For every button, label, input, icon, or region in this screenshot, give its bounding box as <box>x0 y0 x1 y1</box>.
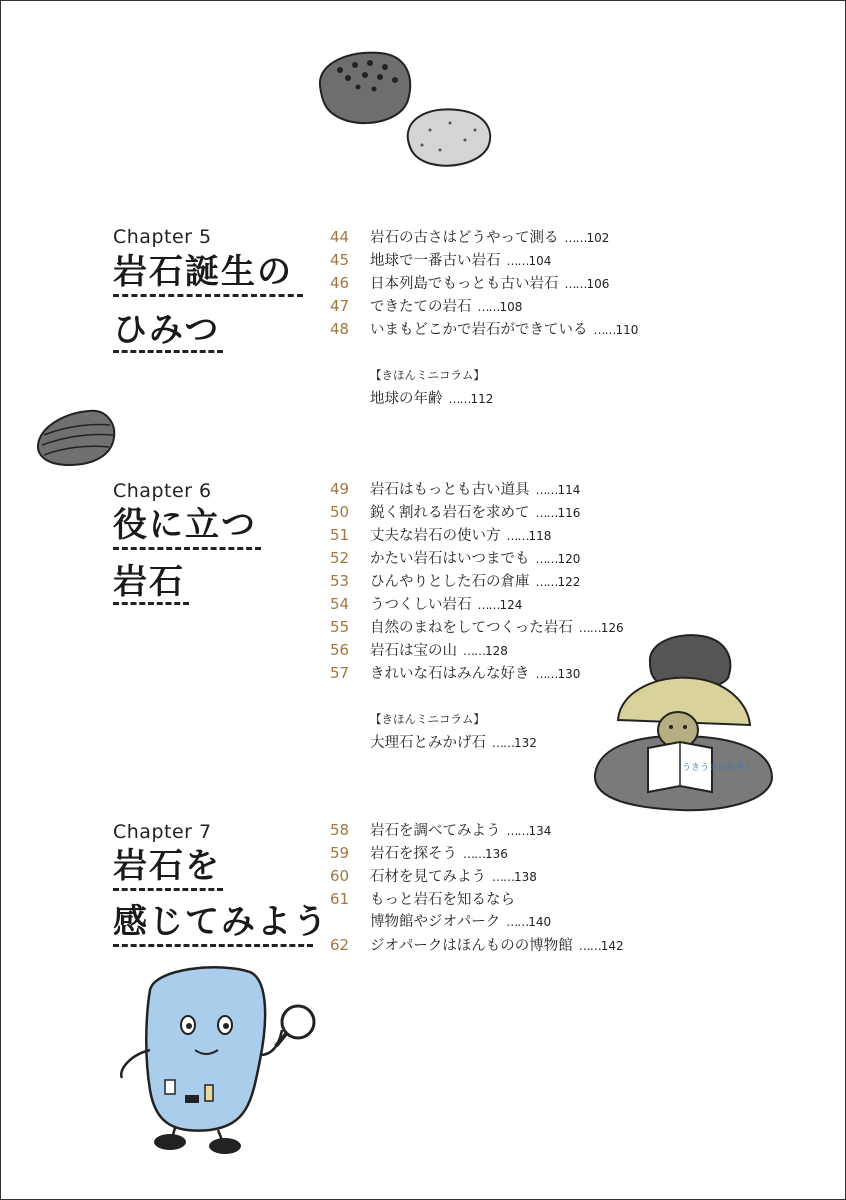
chapter-6-underline-2 <box>113 602 189 605</box>
shoe-right-icon <box>209 1138 241 1154</box>
toc-entry[interactable] <box>330 479 580 500</box>
chapter-5-label: Chapter 5 <box>113 226 212 248</box>
entry-title: ジオパークはほんものの博物館 <box>370 938 573 954</box>
toc-entry[interactable] <box>330 273 609 294</box>
entry-number: 60 <box>330 867 350 885</box>
entry-number: 45 <box>330 251 350 269</box>
entry-page: …… 124 <box>478 598 523 612</box>
chapter-5-underline-2 <box>113 350 223 353</box>
entry-title: 日本列島でもっとも古い岩石 <box>370 276 559 292</box>
toc-entry[interactable] <box>330 866 537 887</box>
chapter-7-title-line-1: 岩石を <box>113 846 221 886</box>
entry-title: できたての岩石 <box>370 299 472 315</box>
entry-number: 50 <box>330 503 350 521</box>
entry-page: …… 110 <box>594 323 639 337</box>
rock-character-illustration <box>100 960 340 1160</box>
entry-title: かたい岩石はいつまでも <box>370 551 530 567</box>
chapter-6-label: Chapter 6 <box>113 480 212 502</box>
entry-page: …… 126 <box>579 621 624 635</box>
toc-entry[interactable] <box>330 319 638 340</box>
entry-page: …… 108 <box>478 300 523 314</box>
entry-page: …… 102 <box>565 231 610 245</box>
entry-page: …… 112 <box>449 392 494 406</box>
porous-rock-icon <box>320 53 410 124</box>
entry-title: 岩石は宝の山 <box>370 643 457 659</box>
entry-title: 岩石を探そう <box>370 846 457 862</box>
entry-page: …… 138 <box>492 870 537 884</box>
toc-entry[interactable] <box>330 912 551 932</box>
entry-number: 61 <box>330 890 350 908</box>
entry-title: 博物館やジオパーク <box>370 914 501 930</box>
entry-title: 自然のまねをしてつくった岩石 <box>370 620 573 636</box>
entry-page: …… 114 <box>536 483 581 497</box>
entry-title: ひんやりとした石の倉庫 <box>370 574 530 590</box>
entry-page: …… 140 <box>506 915 551 929</box>
toc-entry[interactable] <box>330 935 624 956</box>
magnifier-icon <box>282 1006 314 1038</box>
toc-entry[interactable] <box>330 843 508 864</box>
turtle-reading-illustration <box>590 630 780 815</box>
entry-number: 49 <box>330 480 350 498</box>
entry-title: 地球で一番古い岩石 <box>370 253 501 269</box>
entry-title: 大理石とみかげ石 <box>370 735 486 751</box>
chapter-6-underline-1 <box>113 547 261 550</box>
toc-entry[interactable] <box>330 617 624 638</box>
entry-number: 54 <box>330 595 350 613</box>
entry-page: …… 132 <box>492 736 537 750</box>
entry-page: …… 142 <box>579 939 624 953</box>
chapter-7-underline-1 <box>113 888 223 891</box>
entry-number: 46 <box>330 274 350 292</box>
entry-title: いまもどこかで岩石ができている <box>370 322 588 338</box>
entry-number: 52 <box>330 549 350 567</box>
entry-title: 丈夫な岩石の使い方 <box>370 528 501 544</box>
entry-number: 58 <box>330 821 350 839</box>
toc-entry[interactable] <box>330 594 522 615</box>
toc-entry[interactable] <box>330 227 609 248</box>
entry-title: 地球の年齢 <box>370 391 443 407</box>
toc-entry[interactable] <box>330 820 551 841</box>
entry-title: 岩石はもっとも古い道具 <box>370 482 530 498</box>
entry-title: もっと岩石を知るなら <box>370 892 515 908</box>
entry-number: 57 <box>330 664 350 682</box>
granite-rock-icon <box>408 109 490 165</box>
layered-rock-illustration <box>34 405 120 471</box>
entry-page: …… 104 <box>507 254 552 268</box>
entry-title: うつくしい岩石 <box>370 597 472 613</box>
mini-column-heading: 【きほんミニコラム】 <box>370 368 485 382</box>
toc-entry[interactable] <box>330 525 551 546</box>
entry-number: 53 <box>330 572 350 590</box>
toc-entry[interactable] <box>330 548 580 569</box>
rocks-illustration-top <box>310 45 510 175</box>
toc-entry[interactable] <box>330 571 580 592</box>
toc-entry[interactable] <box>330 640 508 661</box>
chapter-7-underline-2 <box>113 944 313 947</box>
mini-column-entry[interactable] <box>370 387 493 408</box>
entry-title: きれいな石はみんな好き <box>370 666 530 682</box>
entry-page: …… 134 <box>507 824 552 838</box>
chapter-6-title-line-2: 岩石 <box>113 562 185 602</box>
entry-page: …… 118 <box>507 529 552 543</box>
entry-title: 岩石の古さはどうやって測る <box>370 230 559 246</box>
entry-number: 59 <box>330 844 350 862</box>
book-cover-text: うきうきのれきし <box>682 763 755 773</box>
entry-title: 鋭く割れる岩石を求めて <box>370 505 530 521</box>
chapter-5-underline-1 <box>113 294 303 297</box>
toc-entry[interactable] <box>330 250 551 271</box>
chapter-5-title-line-2: ひみつ <box>113 310 221 350</box>
chapter-7-title-line-2: 感じてみよう <box>113 902 329 942</box>
toc-entry[interactable] <box>330 296 522 317</box>
entry-number: 48 <box>330 320 350 338</box>
mini-column-entry[interactable] <box>370 731 537 752</box>
entry-page: …… 122 <box>536 575 581 589</box>
entry-page: …… 116 <box>536 506 581 520</box>
entry-number: 56 <box>330 641 350 659</box>
toc-entry[interactable] <box>330 889 515 910</box>
toc-entry[interactable] <box>330 663 580 684</box>
entry-page: …… 120 <box>536 552 581 566</box>
entry-number: 51 <box>330 526 350 544</box>
entry-page: …… 106 <box>565 277 610 291</box>
mini-column-heading: 【きほんミニコラム】 <box>370 712 485 726</box>
entry-title: 岩石を調べてみよう <box>370 823 501 839</box>
entry-number: 44 <box>330 228 350 246</box>
entry-page: …… 136 <box>463 847 508 861</box>
entry-number: 47 <box>330 297 350 315</box>
entry-page: …… 130 <box>536 667 581 681</box>
entry-number: 55 <box>330 618 350 636</box>
entry-page: …… 128 <box>463 644 508 658</box>
entry-title: 石材を見てみよう <box>370 869 486 885</box>
shoe-left-icon <box>154 1134 186 1150</box>
toc-entry[interactable] <box>330 502 580 523</box>
entry-number: 62 <box>330 936 350 954</box>
chapter-6-title-line-1: 役に立つ <box>113 505 257 545</box>
chapter-5-title-line-1: 岩石誕生の <box>113 252 293 292</box>
chapter-7-label: Chapter 7 <box>113 821 212 843</box>
